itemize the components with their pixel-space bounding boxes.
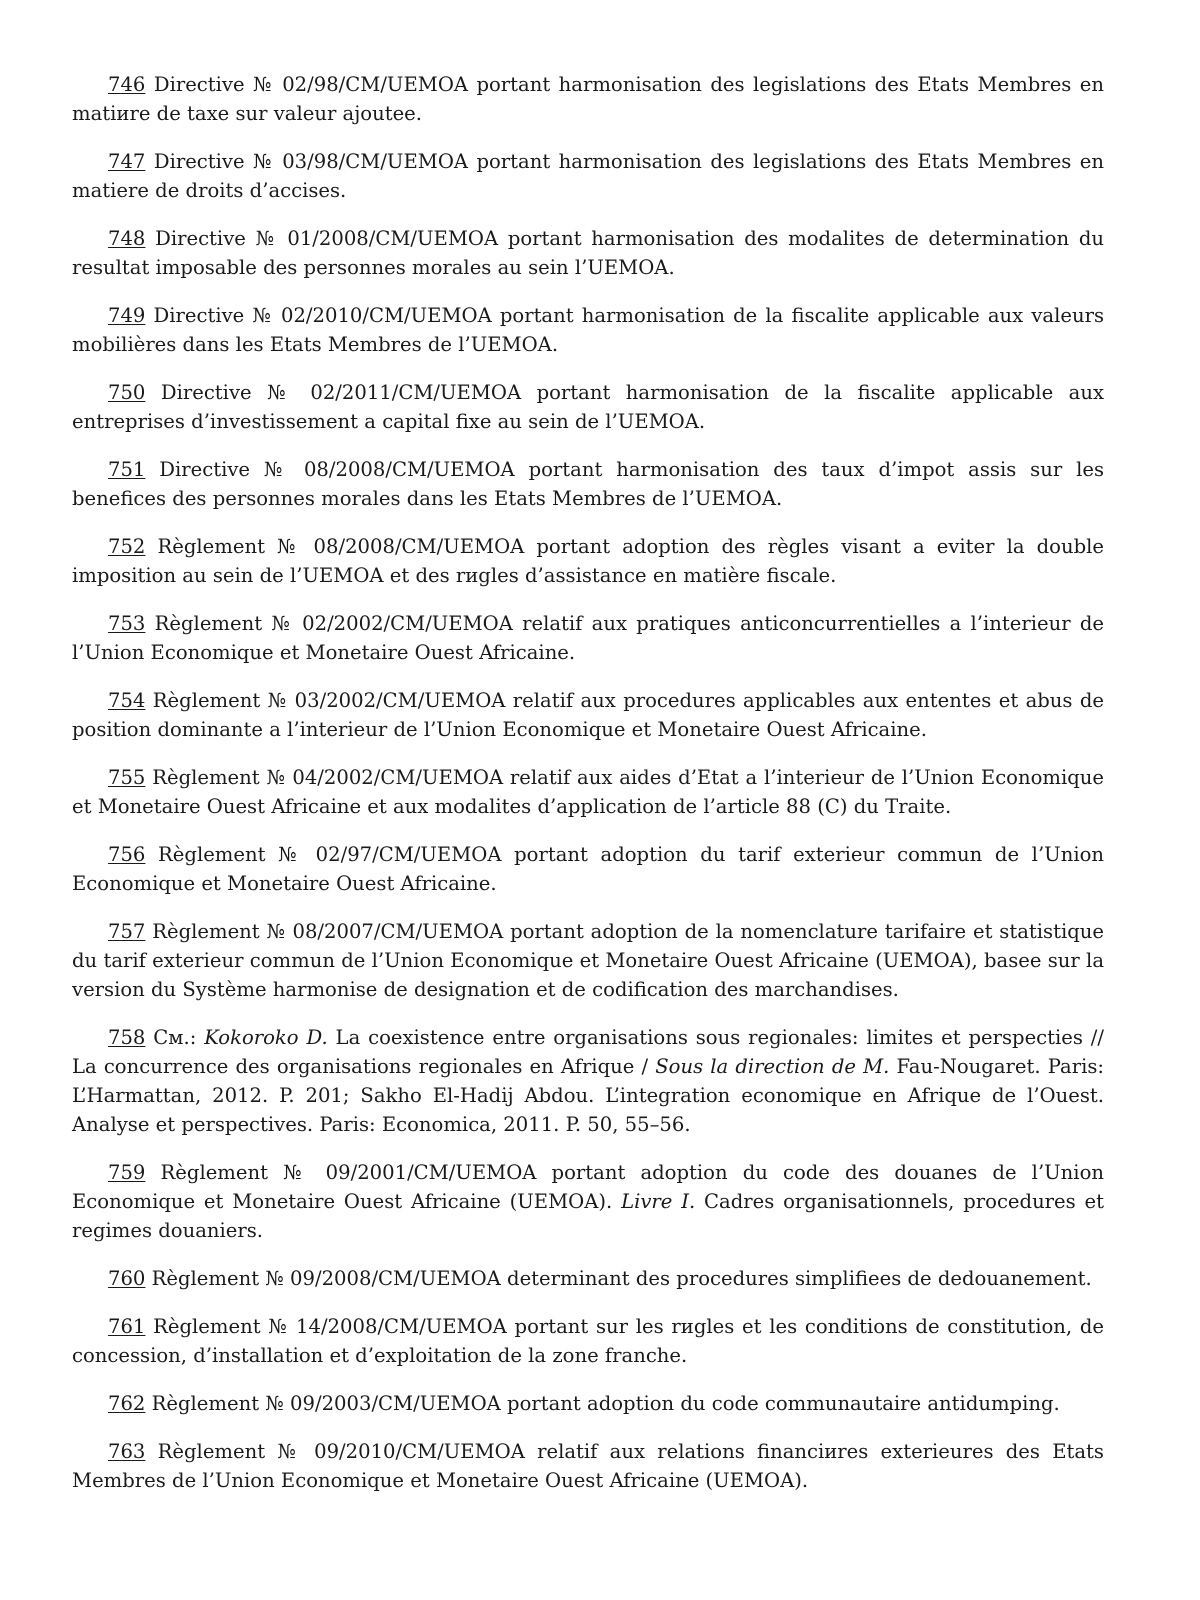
footnote-number: 755 [108,766,146,789]
footnote-number: 747 [108,150,146,173]
footnote-number: 756 [108,843,146,866]
footnote [72,1389,1104,1418]
footnote-text: Fau-Nougaret. Paris: L’Harmattan, 2012. P. 201; Sakho El-Hadij Abdou. L’integration economique en Afrique de l’Ouest. Analyse et perspectives. Paris: Economica, 2011. P. 50, 55–56. [72,1055,1104,1136]
footnote-text: Règlement № 09/2001/CM/UEMOA portant adoption du code des douanes de l’Union Economique et Monetaire Ouest Africaine (UEMOA). [72,1161,1104,1213]
footnote [72,1264,1104,1293]
footnote-text: Règlement № 04/2002/CM/UEMOA relatif aux aides d’Etat a l’interieur de l’Union Economique et Monetaire Ouest Africaine et aux modalites d’application de l’article 88 (C) du Traite. [72,766,1104,818]
footnote-text-italic: Kokoroko D. [204,1026,328,1049]
footnote-text: La coexistence entre organisations sous regionales: limites et perspecties // La concurrence des organisations regionales en Afrique / [72,1026,1104,1078]
footnote-text: Règlement № 08/2008/CM/UEMOA portant adoption des règles visant a eviter la double imposition au sein de l’UEMOA et des rиgles d’assistance en matière fiscale. [72,535,1104,587]
footnote-number: 753 [108,612,146,635]
footnote-number: 761 [108,1315,146,1338]
footnote-text: Cadres organisationnels, procedures et regimes douaniers. [72,1190,1105,1242]
footnote-text: Règlement № 08/2007/CM/UEMOA portant adoption de la nomenclature tarifaire et statistique du tarif exterieur commun de l’Union Economique et Monetaire Ouest Africaine (UEMOA), basee sur la version du Système harmonise de designation et de codification des marchandises. [72,920,1104,1001]
footnote [72,455,1104,513]
footnote-text: Règlement № 09/2008/CM/UEMOA determinant des procedures simplifiees de dedouanement. [151,1267,1092,1290]
footnote-number: 752 [108,535,146,558]
footnote [72,1312,1104,1370]
footnote-text: Règlement № 02/2002/CM/UEMOA relatif aux pratiques anticoncurrentielles a l’interieur de l’Union Economique et Monetaire Ouest Africaine. [72,612,1104,664]
footnote-text: Directive № 03/98/CM/UEMOA portant harmonisation des legislations des Etats Membres en matiere de droits d’accises. [72,150,1104,202]
footnote [72,301,1104,359]
footnote [72,1023,1104,1139]
footnote-text: Directive № 02/2010/CM/UEMOA portant harmonisation de la fiscalite applicable aux valeurs mobilières dans les Etats Membres de l’UEMOA. [72,304,1104,356]
footnote [72,1437,1104,1495]
footnote-text: Règlement № 02/97/CM/UEMOA portant adoption du tarif exterieur commun de l’Union Economique et Monetaire Ouest Africaine. [72,843,1104,895]
footnote [72,147,1104,205]
footnote-text: Règlement № 09/2010/CM/UEMOA relatif aux relations financiиres exterieures des Etats Membres de l’Union Economique et Monetaire Ouest Africaine (UEMOA). [72,1440,1104,1492]
footnote [72,1158,1104,1245]
footnote-text: См.: [153,1026,205,1049]
footnote-number: 754 [108,689,146,712]
footnote [72,378,1104,436]
footnote-text-italic: Sous la direction de M. [655,1055,890,1078]
footnote-list [72,70,1104,1495]
footnote [72,532,1104,590]
footnote [72,763,1104,821]
footnote-number: 758 [108,1026,146,1049]
footnote-number: 762 [108,1392,146,1415]
footnote-text: Directive № 01/2008/CM/UEMOA portant harmonisation des modalites de determination du resultat imposable des personnes morales au sein l’UEMOA. [72,227,1104,279]
footnote-number: 750 [108,381,146,404]
footnote-number: 759 [108,1161,146,1184]
footnote [72,609,1104,667]
footnote [72,917,1104,1004]
footnote-number: 749 [108,304,146,327]
footnote-text-italic: Livre I. [621,1190,696,1213]
footnote-number: 760 [108,1267,146,1290]
footnote [72,70,1104,128]
footnote-number: 763 [108,1440,146,1463]
footnote-text: Règlement № 09/2003/CM/UEMOA portant adoption du code communautaire antidumping. [151,1392,1060,1415]
footnote [72,840,1104,898]
footnote-number: 748 [108,227,146,250]
footnote-number: 746 [108,73,146,96]
footnote-text: Directive № 08/2008/CM/UEMOA portant harmonisation des taux d’impot assis sur les benefices des personnes morales dans les Etats Membres de l’UEMOA. [72,458,1105,510]
footnote-text: Directive № 02/2011/CM/UEMOA portant harmonisation de la fiscalite applicable aux entreprises d’investissement a capital fixe au sein de l’UEMOA. [72,381,1104,433]
footnote [72,686,1104,744]
footnote-number: 757 [108,920,146,943]
footnote-text: Directive № 02/98/CM/UEMOA portant harmonisation des legislations des Etats Membres en matiиre de taxe sur valeur ajoutee. [72,73,1104,125]
footnote-text: Règlement № 03/2002/CM/UEMOA relatif aux procedures applicables aux ententes et abus de position dominante a l’interieur de l’Union Economique et Monetaire Ouest Africaine. [72,689,1104,741]
footnote-text: Règlement № 14/2008/CM/UEMOA portant sur les rиgles et les conditions de constitution, de concession, d’installation et d’exploitation de la zone franche. [72,1315,1104,1367]
footnote [72,224,1104,282]
footnote-number: 751 [108,458,146,481]
